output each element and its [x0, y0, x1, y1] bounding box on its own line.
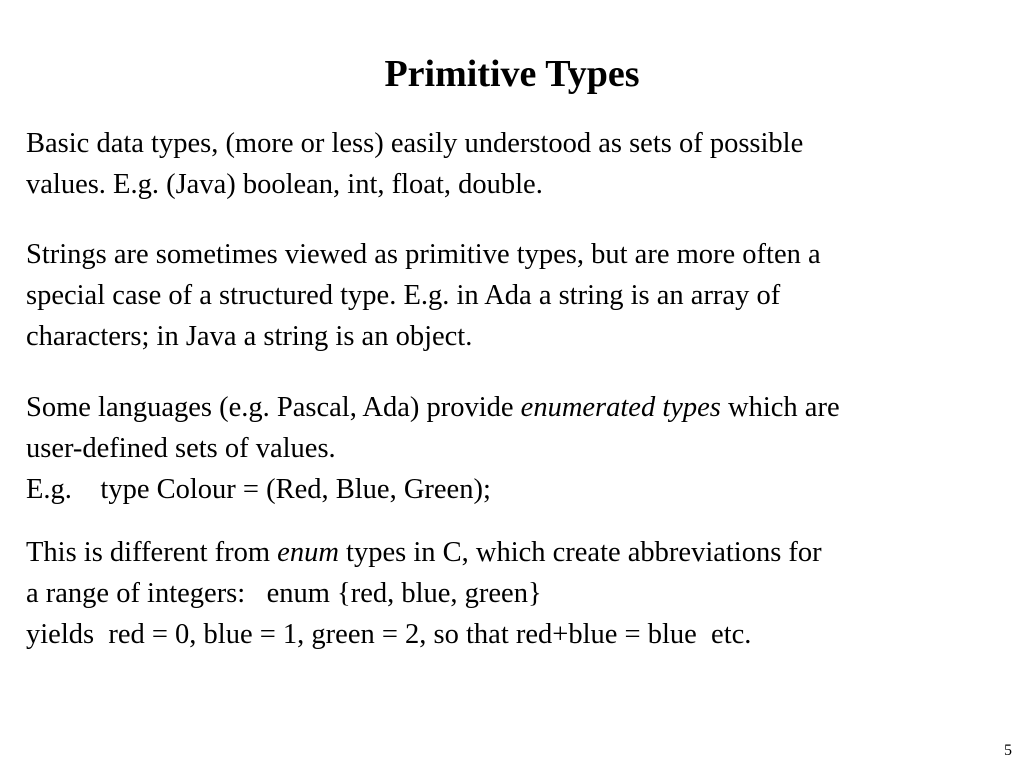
- code-example: type Colour = (Red, Blue, Green);: [100, 474, 491, 505]
- paragraph-line: Strings are sometimes viewed as primitive types, but are more often a: [26, 239, 821, 270]
- text-segment: which are: [720, 392, 840, 423]
- paragraph-c-enum: [26, 532, 1016, 655]
- slide-title: Primitive Types: [384, 53, 640, 95]
- paragraph-enumerated-types: [26, 387, 1016, 510]
- text-segment: red = 0, blue = 1, green = 2, so that red+blue = blue etc.: [108, 619, 752, 650]
- text-segment: yields: [26, 619, 95, 650]
- example-line: [26, 469, 1016, 510]
- code-example: enum {red, blue, green}: [266, 578, 542, 609]
- text-segment: Some languages (e.g. Pascal, Ada) provide: [26, 392, 521, 423]
- paragraph-line: characters; in Java a string is an object.: [26, 321, 473, 352]
- text-segment: a range of integers:: [26, 578, 246, 609]
- paragraph-primitive-types: [26, 123, 1016, 205]
- text-segment: types in C, which create abbreviations for: [338, 537, 822, 568]
- paragraph-line: user-defined sets of values.: [26, 433, 336, 464]
- paragraph-strings: [26, 234, 1016, 357]
- page-number: 5: [1004, 742, 1012, 759]
- text-segment: This is different from: [26, 537, 278, 568]
- paragraph-line: [26, 387, 1016, 428]
- example-prefix: E.g.: [26, 474, 72, 505]
- paragraph-line: values. E.g. (Java) boolean, int, float, double.: [26, 169, 543, 200]
- paragraph-line: [26, 573, 1016, 614]
- paragraph-line: special case of a structured type. E.g. in Ada a string is an array of: [26, 280, 781, 311]
- paragraph-line: [26, 532, 1016, 573]
- emphasis-term: enum: [277, 537, 339, 568]
- paragraph-line: Basic data types, (more or less) easily understood as sets of possible: [26, 128, 804, 159]
- paragraph-line: [26, 614, 1016, 655]
- emphasis-term: enumerated types: [520, 392, 721, 423]
